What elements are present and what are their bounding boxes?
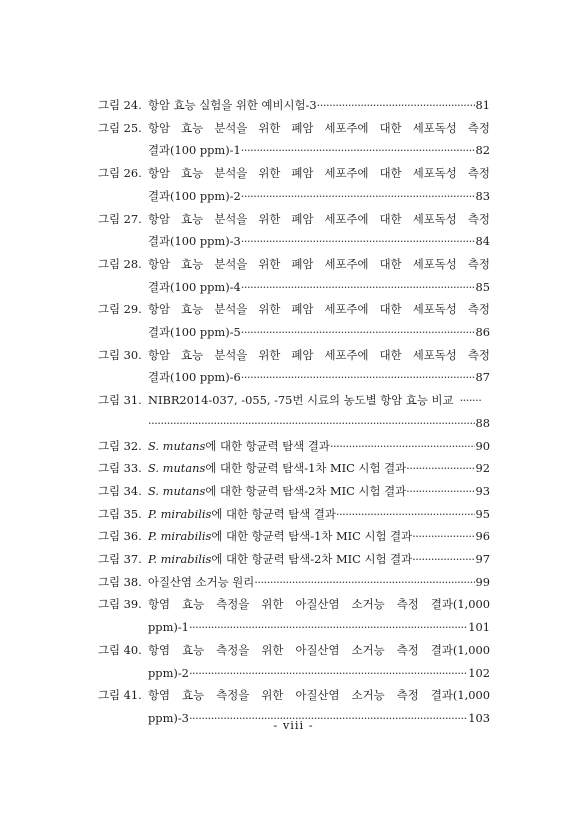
title-word: 항염 bbox=[148, 688, 171, 703]
figure-title bbox=[148, 525, 412, 548]
toc-entry bbox=[98, 253, 490, 298]
title-word: 효능 bbox=[181, 302, 204, 317]
page-number: 90 bbox=[475, 438, 490, 453]
title-word: 항염 bbox=[148, 597, 171, 612]
toc-entry bbox=[98, 162, 490, 207]
toc-continuation-line bbox=[148, 616, 490, 639]
page-number: 101 bbox=[468, 620, 490, 635]
toc-title-line bbox=[148, 548, 490, 571]
page-number: 86 bbox=[475, 325, 490, 340]
dot-leader bbox=[189, 616, 467, 639]
title-word: 위한 bbox=[261, 688, 284, 703]
toc-entry bbox=[98, 94, 490, 117]
title-word: 위한 bbox=[258, 256, 281, 271]
title-continuation: 결과(100 ppm)-5 bbox=[148, 325, 241, 340]
toc-title-line bbox=[148, 94, 490, 117]
title-word: 위한 bbox=[258, 166, 281, 181]
toc-continuation-line bbox=[148, 321, 490, 344]
title-word: 측정 bbox=[467, 256, 490, 271]
species-name: S. mutans bbox=[148, 461, 206, 476]
title-word: 세포주에 bbox=[324, 120, 369, 135]
title-word: 세포독성 bbox=[412, 166, 457, 181]
toc-entry-body bbox=[148, 253, 490, 298]
title-word: 항암 bbox=[148, 256, 171, 271]
title-word: 위한 bbox=[261, 597, 284, 612]
title-rest: 에 대한 항균력 탐색-1차 MIC 시험 결과 bbox=[205, 461, 407, 476]
title-word: 측정 bbox=[396, 688, 419, 703]
title-word: 세포독성 bbox=[412, 347, 457, 362]
title-word: 결과(1,000 bbox=[430, 597, 490, 612]
figure-label: 그림 41. bbox=[98, 688, 142, 703]
toc-title-line bbox=[148, 457, 490, 480]
dot-leader bbox=[241, 230, 475, 253]
title-word: 측정을 bbox=[216, 688, 250, 703]
toc-entry-body bbox=[148, 435, 490, 458]
figure-label: 그림 30. bbox=[98, 347, 142, 362]
title-word: 세포주에 bbox=[324, 211, 369, 226]
title-word: 항암 bbox=[148, 120, 171, 135]
title-word: 폐암 bbox=[291, 302, 314, 317]
toc-entry-body bbox=[148, 94, 490, 117]
toc-entry-body bbox=[148, 457, 490, 480]
title-word: 효능 bbox=[181, 120, 204, 135]
title-rest: 에 대한 항균력 탐색 결과 bbox=[205, 438, 330, 453]
title-word: 아질산염 bbox=[295, 642, 340, 657]
toc-entry bbox=[98, 593, 490, 638]
title-rest: 에 대한 항균력 탐색-2차 MIC 시험 결과 bbox=[211, 552, 413, 567]
toc-entry-body bbox=[148, 389, 490, 434]
title-word: 세포독성 bbox=[412, 211, 457, 226]
toc-title-line bbox=[148, 389, 490, 412]
title-word: 측정 bbox=[396, 642, 419, 657]
title-word: 항염 bbox=[148, 642, 171, 657]
toc-continuation-line bbox=[148, 412, 490, 435]
title-word: 대한 bbox=[379, 302, 402, 317]
toc-entry bbox=[98, 639, 490, 684]
toc-title-line bbox=[148, 298, 490, 321]
title-word: 폐암 bbox=[291, 120, 314, 135]
species-name: P. mirabilis bbox=[148, 506, 212, 521]
title-word: 대한 bbox=[379, 166, 402, 181]
page-number: 83 bbox=[475, 188, 490, 203]
toc-continuation-line bbox=[148, 366, 490, 389]
title-rest: 에 대한 항균력 탐색 결과 bbox=[211, 506, 336, 521]
dot-leader bbox=[330, 435, 475, 458]
page-number: 95 bbox=[475, 506, 490, 521]
figure-title bbox=[148, 435, 330, 458]
species-name: P. mirabilis bbox=[148, 529, 212, 544]
title-word: 효능 bbox=[181, 347, 204, 362]
page-number: 99 bbox=[475, 574, 490, 589]
toc-title-line bbox=[148, 208, 490, 231]
title-continuation: ppm)-1 bbox=[148, 620, 189, 635]
title-word: 세포독성 bbox=[412, 120, 457, 135]
species-name: S. mutans bbox=[148, 438, 206, 453]
figure-title bbox=[148, 548, 412, 571]
page-number: 82 bbox=[475, 143, 490, 158]
title-continuation: 결과(100 ppm)-1 bbox=[148, 143, 241, 158]
figure-title: 아질산염 소거능 원리 bbox=[148, 574, 255, 589]
page-number: 97 bbox=[475, 552, 490, 567]
figure-title: NIBR2014-037, -055, -75번 시료의 농도별 항암 효능 비교 bbox=[148, 393, 454, 408]
dot-leader bbox=[406, 457, 474, 480]
toc-entry-body bbox=[148, 298, 490, 343]
title-word: 분석을 bbox=[214, 166, 248, 181]
title-rest: 에 대한 항균력 탐색-2차 MIC 시험 결과 bbox=[205, 483, 407, 498]
dot-leader bbox=[460, 389, 482, 412]
dot-leader bbox=[189, 662, 467, 685]
dot-leader bbox=[241, 185, 475, 208]
title-rest: 에 대한 항균력 탐색-1차 MIC 시험 결과 bbox=[211, 529, 413, 544]
toc-continuation-line bbox=[148, 276, 490, 299]
figure-title: 항암 효능 실험을 위한 예비시험-3 bbox=[148, 98, 317, 112]
figure-label: 그림 28. bbox=[98, 256, 142, 271]
title-word: 결과(1,000 bbox=[430, 688, 490, 703]
page-number: 88 bbox=[475, 415, 490, 430]
toc-entry bbox=[98, 435, 490, 458]
page-number: 96 bbox=[475, 529, 490, 544]
toc-entry-body bbox=[148, 503, 490, 526]
title-word: 세포주에 bbox=[324, 256, 369, 271]
toc-entry bbox=[98, 298, 490, 343]
title-word: 분석을 bbox=[214, 347, 248, 362]
title-word: 세포주에 bbox=[324, 302, 369, 317]
title-word: 대한 bbox=[379, 211, 402, 226]
toc-title-line bbox=[148, 503, 490, 526]
dot-leader bbox=[254, 571, 474, 594]
figure-label: 그림 35. bbox=[98, 506, 142, 521]
title-word: 측정 bbox=[467, 347, 490, 362]
title-word: 대한 bbox=[379, 347, 402, 362]
toc-title-line bbox=[148, 684, 490, 707]
title-word: 항암 bbox=[148, 347, 171, 362]
figure-label: 그림 36. bbox=[98, 529, 142, 544]
toc-continuation-line bbox=[148, 185, 490, 208]
toc-title-line bbox=[148, 117, 490, 140]
title-word: 폐암 bbox=[291, 256, 314, 271]
toc-entry bbox=[98, 389, 490, 434]
title-word: 폐암 bbox=[291, 211, 314, 226]
title-word: 대한 bbox=[379, 256, 402, 271]
title-word: 효능 bbox=[182, 642, 205, 657]
toc-entry-body bbox=[148, 639, 490, 684]
toc-title-line bbox=[148, 639, 490, 662]
toc-entry bbox=[98, 344, 490, 389]
title-word: 아질산염 bbox=[295, 688, 340, 703]
dot-leader bbox=[317, 94, 475, 117]
toc-entry bbox=[98, 503, 490, 526]
page-number-footer: - viii - bbox=[273, 718, 314, 732]
toc-entry-body bbox=[148, 548, 490, 571]
figure-label: 그림 25. bbox=[98, 120, 142, 135]
title-word: 측정 bbox=[467, 120, 490, 135]
figure-label: 그림 38. bbox=[98, 574, 142, 589]
toc-continuation-line bbox=[148, 139, 490, 162]
title-word: 항암 bbox=[148, 166, 171, 181]
toc-entry bbox=[98, 480, 490, 503]
figure-label: 그림 26. bbox=[98, 166, 142, 181]
toc-title-line bbox=[148, 593, 490, 616]
toc-entry-body bbox=[148, 525, 490, 548]
page-number: 92 bbox=[475, 461, 490, 476]
toc-entry-body bbox=[148, 593, 490, 638]
title-word: 세포독성 bbox=[412, 302, 457, 317]
figure-label: 그림 40. bbox=[98, 642, 142, 657]
toc-entry-body bbox=[148, 344, 490, 389]
title-word: 위한 bbox=[261, 642, 284, 657]
title-word: 세포독성 bbox=[412, 256, 457, 271]
dot-leader bbox=[148, 412, 475, 435]
title-word: 측정 bbox=[467, 302, 490, 317]
figure-label: 그림 37. bbox=[98, 552, 142, 567]
figure-title bbox=[148, 480, 406, 503]
figure-label: 그림 32. bbox=[98, 438, 142, 453]
dot-leader bbox=[241, 366, 475, 389]
page-number: 81 bbox=[475, 98, 490, 112]
toc-title-line bbox=[148, 344, 490, 367]
title-word: 측정을 bbox=[216, 642, 250, 657]
toc-title-line bbox=[148, 525, 490, 548]
title-word: 세포주에 bbox=[324, 347, 369, 362]
toc-entry-body bbox=[148, 480, 490, 503]
page-number: 103 bbox=[468, 710, 490, 725]
toc-title-line bbox=[148, 571, 490, 594]
title-word: 소거능 bbox=[351, 688, 385, 703]
title-word: 폐암 bbox=[291, 166, 314, 181]
title-word: 측정 bbox=[467, 166, 490, 181]
toc-entry bbox=[98, 208, 490, 253]
toc-entry-body bbox=[148, 571, 490, 594]
figure-label: 그림 29. bbox=[98, 302, 142, 317]
title-word: 효능 bbox=[182, 597, 205, 612]
title-word: 항암 bbox=[148, 302, 171, 317]
title-word: 아질산염 bbox=[295, 597, 340, 612]
figure-label: 그림 34. bbox=[98, 483, 142, 498]
title-word: 측정 bbox=[467, 211, 490, 226]
title-word: 분석을 bbox=[214, 302, 248, 317]
title-word: 분석을 bbox=[214, 211, 248, 226]
title-word: 세포주에 bbox=[324, 166, 369, 181]
toc-entry bbox=[98, 571, 490, 594]
title-word: 소거능 bbox=[351, 642, 385, 657]
toc-entry-body bbox=[148, 162, 490, 207]
title-word: 분석을 bbox=[214, 256, 248, 271]
title-continuation: 결과(100 ppm)-2 bbox=[148, 188, 241, 203]
title-word: 결과(1,000 bbox=[430, 642, 490, 657]
figure-label: 그림 39. bbox=[98, 597, 142, 612]
dot-leader bbox=[412, 548, 474, 571]
title-word: 소거능 bbox=[351, 597, 385, 612]
toc-title-line bbox=[148, 480, 490, 503]
figure-title bbox=[148, 457, 406, 480]
title-word: 효능 bbox=[182, 688, 205, 703]
dot-leader bbox=[406, 480, 474, 503]
page-number: 84 bbox=[475, 234, 490, 249]
page-number: 87 bbox=[475, 370, 490, 385]
title-continuation: ppm)-2 bbox=[148, 665, 189, 680]
dot-leader bbox=[241, 139, 475, 162]
toc-entry bbox=[98, 457, 490, 480]
title-continuation: 결과(100 ppm)-6 bbox=[148, 370, 241, 385]
dot-leader bbox=[241, 321, 475, 344]
title-word: 항암 bbox=[148, 211, 171, 226]
title-word: 위한 bbox=[258, 347, 281, 362]
figure-title bbox=[148, 503, 336, 526]
figure-label: 그림 27. bbox=[98, 211, 142, 226]
toc-entry-body bbox=[148, 208, 490, 253]
toc-title-line bbox=[148, 435, 490, 458]
title-word: 위한 bbox=[258, 302, 281, 317]
title-word: 효능 bbox=[181, 211, 204, 226]
dot-leader bbox=[412, 525, 474, 548]
title-word: 위한 bbox=[258, 120, 281, 135]
title-word: 측정을 bbox=[216, 597, 250, 612]
toc-list bbox=[98, 94, 490, 730]
title-word: 대한 bbox=[379, 120, 402, 135]
title-word: 효능 bbox=[181, 256, 204, 271]
toc-title-line bbox=[148, 253, 490, 276]
title-word: 폐암 bbox=[291, 347, 314, 362]
title-continuation: 결과(100 ppm)-3 bbox=[148, 234, 241, 249]
figure-label: 그림 33. bbox=[98, 461, 142, 476]
toc-continuation-line bbox=[148, 230, 490, 253]
title-word: 측정 bbox=[396, 597, 419, 612]
toc-entry bbox=[98, 525, 490, 548]
figure-label: 그림 31. bbox=[98, 393, 142, 408]
page-number: 102 bbox=[468, 665, 490, 680]
page-number: 85 bbox=[475, 279, 490, 294]
species-name: S. mutans bbox=[148, 483, 206, 498]
title-continuation: ppm)-3 bbox=[148, 710, 189, 725]
dot-leader bbox=[241, 276, 475, 299]
title-word: 위한 bbox=[258, 211, 281, 226]
page-number: 93 bbox=[475, 483, 490, 498]
toc-entry bbox=[98, 548, 490, 571]
title-word: 분석을 bbox=[214, 120, 248, 135]
dot-leader bbox=[336, 503, 475, 526]
toc-entry-body bbox=[148, 117, 490, 162]
species-name: P. mirabilis bbox=[148, 552, 212, 567]
title-word: 효능 bbox=[181, 166, 204, 181]
figure-label: 그림 24. bbox=[98, 98, 142, 112]
toc-title-line bbox=[148, 162, 490, 185]
title-continuation: 결과(100 ppm)-4 bbox=[148, 279, 241, 294]
toc-entry bbox=[98, 117, 490, 162]
toc-continuation-line bbox=[148, 662, 490, 685]
